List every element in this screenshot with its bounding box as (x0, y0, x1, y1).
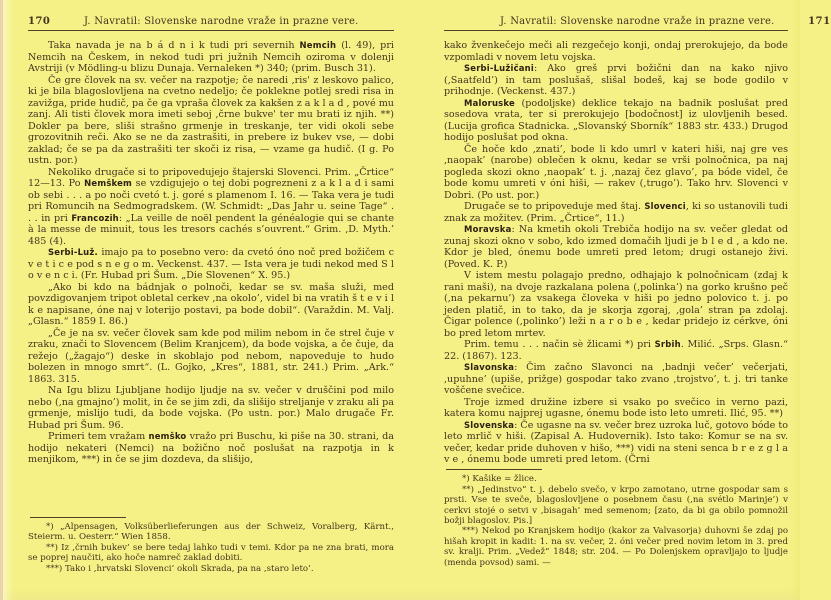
paragraph (28, 167, 394, 248)
bold-term: Maloruske (464, 97, 515, 108)
text-run: (podoljske) deklice tekajo na badnik poslušat pred sosedova vrata, ter si prerokujejo [bodočnost] iz ulovljenih besed. (Lucija grofica Stadnicka. „Slovanský Sborník“ 1883 str. 433.) Drugod hodijo poslušat pod okna. (444, 97, 788, 143)
paragraph (444, 339, 788, 362)
text-run: ***) Tako i ,hrvatski Slovenci’ okoli Skrada, pa na ,staro leto’. (46, 563, 314, 574)
text-run: Nekoliko drugače si to pripovedujejo štajerski Slovenci. Prim. „Črtice“ 12—13. Po (28, 166, 394, 189)
paragraph (444, 397, 788, 420)
running-title-left: J. Navratil: Slovenske narodne vraže in prazne vere. (84, 16, 359, 27)
text-run: se vzdigujejo o tej dobi pogrezneni z a k l a d i sami ob sebi . . . a po noči cvetó t. j. goré s plamenom I. 16. — Taka vera je tudi pri Romuncih na Sedmogradskem. (W. Schmidt: „Das Jahr u. seine Tage“ . . . in pri (28, 178, 394, 224)
paragraph (444, 270, 788, 339)
text-run: Troje izmed družine izbere si vsako po svečico in verno pazi, katera komu najprej ugasne, ónemu bode isto leto umreti. Ilić, 95. **) (444, 396, 788, 419)
bold-term: Moravska (464, 224, 512, 234)
text-run: imajo pa to posebno vero: da cvetó óno noč pred božičem c v e t i c e pod s n e g o m. Veckenst. 437. — Ista vera je tudi nekod med S l o v e n c i. (Fr. Hubad pri Šum. „Die Slovenen“ X. 95.) (28, 247, 394, 281)
paragraph (444, 362, 788, 397)
text-run: **) „Jedinstvo“ t. j. debelo svečo, v krpo zamotano, utrne gospodar sam s prsti. Vse te sveče, blagoslovljene o posebnem času (,na svétlo Marinje’) v cerkvi stojé o setvi v ,bisagah’ med semenom; [zato, da bi ga obilo pomnožil božji blagoslov. Pis.] (444, 484, 788, 526)
text-run: Na Igu blizu Ljubljane hodijo ljudje na sv. večer v druščini pod milo nebo (,na gmajno’) molit, in če se jim zdi, da slišijo streljanje v zraku ali pa grmenje, mislijo tudi, da bode vojska. (Po ustn. por.) Malo drugače Fr. Hubad pri Šum. 96. (28, 385, 394, 431)
text-run: *) Kašike = žlice. (462, 474, 537, 485)
text-run: : Čim začno Slavonci na ,badnji večer’ večerjati, ,upuhne’ (upiše, prižge) gospodar tako zvano ,trojstvo’, t. j. tri tanke voščene svečice. (444, 362, 788, 396)
bold-term: Serbi-Lužičani (464, 63, 534, 73)
text-run: Če gre človek na sv. večer na razpotje; če naredi ,ris' z leskovo palico, ki je bila blagoslovljena na cvetno nedeljo; če poklekne potlej sredi risa in zavižga, pride hudič, pa če ga vpraša človek za kakšen z a k l a d , pové mu zanj. Ali tisti človek mora imeti seboj ,črne bukve' ter mu brati iz njih. **) Dokler pa bere, sliši strašno grmenje in treskanje, ter vidi okoli sebe grozovitnih reči. Ako se ne da zastrašiti, in prebere iz bukev vse, — dobi zaklad; če se pa da zastrašiti ter skoči iz risa, — vzame ga hudič. (I g. Po ustn. por.) (28, 74, 394, 166)
paragraph (444, 40, 788, 63)
page-header-right (444, 16, 831, 31)
bold-term: Slovenci (644, 201, 686, 211)
text-run: Drugače se to pripoveduje med štaj. (464, 201, 645, 212)
footnote-separator-left (30, 517, 126, 518)
paragraph (28, 385, 394, 431)
scan-edge-tint (0, 0, 3, 600)
text-run: „Če je na sv. večer človek sam kde pod milim nebom in če strel čuje v zraku, znači to Slovencem (Belim Kranjcem), da bode vojska, a če čuje, da režejo („žagajo“) deske in skoblajo pod nebom, napoveduje to hudo bolezen in mnogo smrt“. (L. Gojko, „Kres“, 1881, str. 241.) Prim. „Ark.“ 1863. 315. (28, 327, 394, 385)
text-run: **) Iz ,črnih bukev’ se bere tedaj lahko tudi v temi. Kdor pa ne zna brati, mora se poprej naučiti, ako hoče namreč zaklad dobiti. (28, 542, 394, 564)
footnote (28, 522, 394, 543)
page-left (28, 16, 394, 574)
page-number-right: 171 (808, 16, 831, 27)
footnote (444, 474, 788, 484)
paragraph (28, 431, 394, 466)
footnote (444, 526, 788, 568)
text-run: „Ako bi kdo na bádnjak o polnoči, kedar se sv. maša služi, med povzdigovanjem tripot obletal cerkev ,na okolo’, videl bi na vratih š t e v i l k e napisane, óne naj v loterijo postavi, pa bode dobil“. (Varaždin. M. Valj. „Glasn.“ 1859 I. 86.) (28, 281, 394, 327)
bold-term: Srbih (654, 339, 681, 349)
page-body-right (444, 40, 788, 466)
text-run: ***) Nekod po Kranjskem hodijo (kakor za Valvasorja) duhovni še zdaj po hišah kropit in kadit: 1. na sv. večer, 2. óni večer pred novim letom in 3. pred sv. kralji. Prim. „Vedež“ 1848; str. 204. — Po Dolenjskem opravljajo to ljudje (menda povsod) sami. — (444, 526, 788, 568)
page-header-left (28, 16, 394, 31)
paragraph (28, 282, 394, 328)
text-run: V istem mestu polagajo predno, odhajajo k polnočnicam (zdaj k rani maši), na dvoje razkalana polena (,polinka’) na gorko krušno peč (,na pekarnu’) za vsakega človeka v hiši po jedno polovico t. j. po jeden platič, in to tako, da je skorja zgoraj, ,gola’ stran pa zdolaj. Čigar polence (,polinko’) leži n a r o b e , kedar pridejo iz cérkve, óni bo pred letom mrtev. (444, 270, 788, 339)
text-run: . Milić. „Srps. Glasn.“ 22. (1867). 123. (444, 339, 788, 362)
text-run: Primeri tem vražam (48, 431, 149, 442)
text-run: *) „Alpensagen, Volksüberlieferungen aus der Schweiz, Voralberg, Kärnt., Steierm. u. Oesterr.“ Wien 1858. (28, 521, 394, 543)
paragraph (28, 75, 394, 167)
text-run: Prim. temu . . . način sè žlicami *) pri (464, 339, 655, 350)
page-number-left: 170 (28, 16, 51, 27)
text-run: : Na kmetih okoli Trebiča hodijo na sv. večer gledat od zunaj skozi okno v sobo, kdo izmed domačih ljudi je b l e d , a kdo ne. Kdor je bled, ónemu bode umreti pred letom; drugi ostanejo živi. (Poved. K. P.) (444, 224, 788, 270)
text-run: : Ako greš prvi božični dan na kako njivo (,Saatfeld’) in tam poslušaš, slišal bodeš, kaj se bode godilo v prihodnje. (Veckenst. 437.) (444, 63, 788, 97)
bold-term: Nemškem (84, 178, 133, 188)
page-body-left (28, 40, 394, 466)
text-run: : Če ugasne na sv. večer brez uzroka luč, gotovo bóde to leto mrlič v hiši. (Zapisal A. Hudovernik). Isto tako: Komur se na sv. večer, kedar pride duhoven v hišo, ***) vidi na steni senca b r e z g l a v e , ónemu bode umreti pred letom. (Črni (444, 419, 788, 465)
paragraph (444, 201, 788, 224)
footnote-separator-right (446, 469, 542, 470)
text-run: (l. 49), pri Nemcih na Českem, in nekod tudi pri južnih Nemcih oziroma v dolenji Avstriji (v Mödling-u blizu Dunaja. Vernaleken *) 340; (prim. Busch 31). (28, 40, 394, 74)
footnotes-left (28, 517, 394, 574)
bold-term: Slavonska (464, 362, 515, 372)
text-run: Če hoče kdo ,znati’, bode li kdo umrl v kateri hiši, naj gre ves ,naopak’ (narobe) oblečen k oknu, kedar se vrši polnočnica, pa naj pogleda skozi okno ,naopak’ t. j. ,nazaj čez glavo’, pa bóde videl, če bode komu umreti v óni hiši, — rakev (,trugo’). Tako hrv. Slovenci v Dobri. (Po ust. por.) (444, 143, 788, 201)
footnote (444, 485, 788, 527)
paragraph (444, 98, 788, 144)
text-run: , ki so ustanovili tudi znak za možitev. (Prim. „Črtice“, 11.) (444, 201, 788, 224)
page-right (444, 16, 831, 568)
bold-term: nemško (148, 431, 187, 441)
bold-term: Serbi-Luž. (48, 247, 98, 257)
paragraph (444, 224, 788, 270)
text-run: : „La veille de noël pendent la généalogie qui se chante à la messe de minuit, tous les tresors cachés s’ouvrent.“ Grim. ,D. Myth.’ 485 (4). (28, 212, 395, 247)
bold-term: Slovenska (464, 419, 515, 430)
footnote-list-right (444, 474, 788, 568)
footnote (28, 543, 394, 564)
running-title-right: J. Navratil: Slovenske narodne vraže in prazne vere. (500, 16, 775, 27)
paragraph (28, 328, 394, 386)
footnote (28, 564, 394, 574)
text-run: Taka navada je na b á d n i k tudi pri severnih (48, 40, 300, 51)
paragraph (444, 420, 788, 466)
paragraph (28, 40, 394, 75)
paragraph (444, 63, 788, 98)
footnote-list-left (28, 522, 394, 574)
paragraph (28, 247, 394, 282)
footnotes-right (444, 469, 788, 568)
bold-term: Francozih (71, 212, 119, 223)
paragraph (444, 144, 788, 202)
text-run: vražo pri Buschu, ki piše na 30. strani, da hodijo nekateri (Nemci) na božično noč poslušat na razpotja in k menjikom, ***) in če se jim dozdeva, da slišijo, (28, 431, 394, 465)
text-run: kako žvenkečejo meči ali rezgečejo konji, ondaj prerokujejo, da bode vzpomladi v novem letu vojska. (444, 40, 788, 63)
bold-term: Nemcih (299, 40, 337, 50)
